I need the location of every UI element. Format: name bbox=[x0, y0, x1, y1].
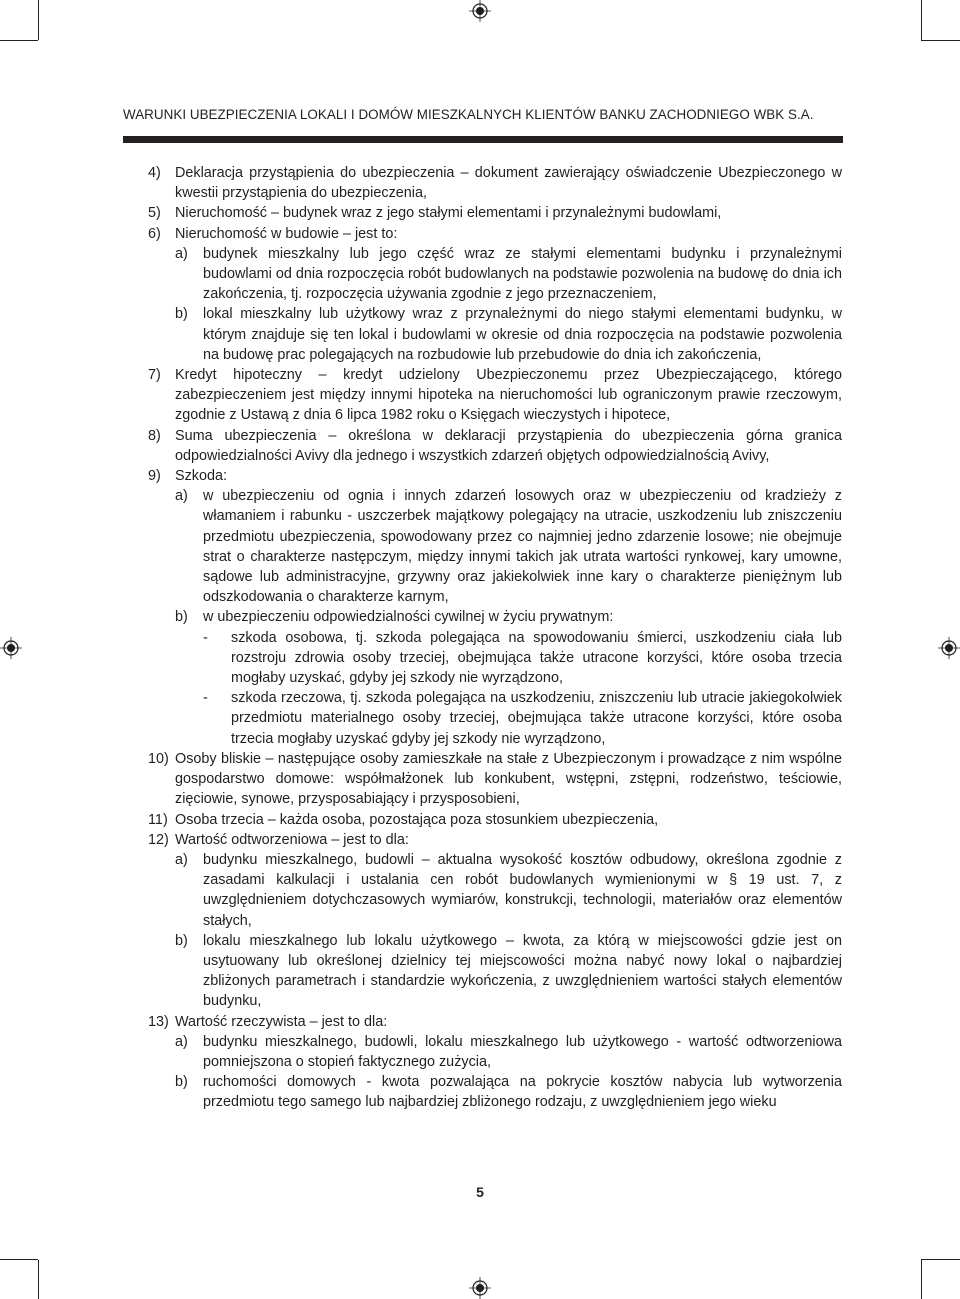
item-text: Kredyt hipoteczny – kredyt udzielony Ubezpieczonemu przez Ubezpieczającego, którego zabezpieczeniem jest między innymi hipoteka na nieruchomości lub ograniczonym prawie rzeczowym, zgodnie z Ustawą z dnia 6 lipca 1982 roku o Księgach wieczystych i hipotece, bbox=[175, 367, 842, 424]
crop-mark bbox=[921, 1259, 960, 1260]
list-item bbox=[148, 426, 842, 466]
item-number: 8) bbox=[148, 427, 161, 444]
definitions-list bbox=[148, 163, 842, 1113]
sub-item bbox=[175, 304, 842, 365]
sub-item bbox=[175, 244, 842, 305]
sub-item-text: budynku mieszkalnego, budowli – aktualna wysokość kosztów odbudowy, określona zgodnie z zasadami kalkulacji i ustalania cen robót budowlanych wymienionymi w § 19 ust. 7, z uwzględnieniem dotychczasowych wymiarów, konstrukcji, technologii, materiałów oraz elementów stałych, bbox=[203, 851, 842, 929]
item-number: 5) bbox=[148, 205, 161, 222]
list-item bbox=[148, 224, 842, 244]
crop-mark bbox=[38, 1260, 39, 1299]
item-number: 10) bbox=[148, 750, 169, 767]
registration-mark-icon bbox=[0, 637, 22, 659]
crop-mark bbox=[921, 1260, 922, 1299]
item-number: 6) bbox=[148, 225, 161, 242]
crop-mark bbox=[0, 1259, 38, 1260]
item-text: Osoby bliskie – następujące osoby zamieszkałe na stałe z Ubezpieczonym i prowadzące z nim wspólne gospodarstwo domowe: współmałżonek lub konkubent, wstępni, zstępni, rodzeństwo, teściowie, zięciowie, synowe, przysposabiający i przysposobieni, bbox=[175, 750, 842, 808]
list-item bbox=[148, 749, 842, 810]
sub-item bbox=[175, 931, 842, 1012]
registration-mark-icon bbox=[469, 1277, 491, 1299]
dash-item bbox=[203, 628, 842, 689]
dash-item-wrapper bbox=[148, 628, 842, 689]
sub-item-text: ruchomości domowych - kwota pozwalająca na pokrycie kosztów nabycia lub wytworzenia przedmiotu tego samego lub najbardziej zbliżonego rodzaju, z uwzględnieniem jego wieku bbox=[203, 1074, 842, 1111]
item-number: 4) bbox=[148, 165, 161, 181]
item-text: Osoba trzecia – każda osoba, pozostająca poza stosunkiem ubezpieczenia, bbox=[175, 811, 659, 828]
sub-item-letter: b) bbox=[175, 609, 188, 626]
list-item bbox=[148, 203, 842, 223]
sub-item bbox=[175, 607, 842, 627]
item-number: 7) bbox=[148, 367, 161, 384]
item-text: Wartość rzeczywista – jest to dla: bbox=[175, 1013, 388, 1030]
dash-item-wrapper bbox=[148, 688, 842, 749]
sub-item-text: budynek mieszkalny lub jego część wraz ze stałymi elementami budynku i przynależnymi budowlami od dnia rozpoczęcia robót budowlanych na podstawie pozwolenia na budowę do dnia ich zakończenia, tj. rozpoczęcia używania zgodnie z jego przeznaczeniem, bbox=[203, 245, 842, 303]
item-text: Wartość odtworzeniowa – jest to dla: bbox=[175, 831, 409, 848]
dash-item-text: szkoda osobowa, tj. szkoda polegająca na spowodowaniu śmierci, uszkodzeniu ciała lub rozstroju zdrowia osoby trzeciej, obejmująca także utracone korzyści, które osoba trzecia mogłaby uzyskać, gdyby jej szkody nie wyrządzono, bbox=[231, 629, 842, 687]
crop-mark bbox=[0, 40, 38, 41]
dash-mark: - bbox=[203, 690, 208, 707]
sub-item-wrapper bbox=[148, 244, 842, 305]
item-text: Suma ubezpieczenia – określona w deklaracji przystąpienia do ubezpieczenia górna granica odpowiedzialności Avivy dla jednego i wszystkich zdarzeń objętych odpowiedzialnością Avivy, bbox=[175, 427, 842, 464]
list-item bbox=[148, 365, 842, 426]
list-item bbox=[148, 466, 842, 486]
sub-item-letter: a) bbox=[175, 1033, 188, 1050]
sub-item-wrapper bbox=[148, 850, 842, 931]
running-header: WARUNKI UBEZPIECZENIA LOKALI I DOMÓW MIESZKALNYCH KLIENTÓW BANKU ZACHODNIEGO WBK S.A. bbox=[123, 107, 814, 122]
item-number: 11) bbox=[148, 811, 168, 828]
sub-item bbox=[175, 1072, 842, 1112]
list-item bbox=[148, 810, 842, 830]
sub-item-wrapper bbox=[148, 486, 842, 607]
sub-item-wrapper bbox=[148, 1032, 842, 1072]
list-item bbox=[148, 163, 842, 203]
dash-item-indent bbox=[175, 628, 842, 689]
sub-item-wrapper bbox=[148, 304, 842, 365]
list-item bbox=[148, 1012, 842, 1032]
sub-item-text: lokal mieszkalny lub użytkowy wraz z przynależnymi do niego stałymi elementami budynku, w którym znajduje się ten lokal i budowlami w okresie od dnia rozpoczęcia na podstawie pozwolenia na budowę prac polegających na rozbudowie lub przebudowie do dnia ich zakończenia, bbox=[203, 306, 842, 363]
item-number: 13) bbox=[148, 1013, 169, 1030]
sub-item-letter: b) bbox=[175, 932, 188, 949]
registration-mark-icon bbox=[938, 637, 960, 659]
sub-item-text: w ubezpieczeniu odpowiedzialności cywilnej w życiu prywatnym: bbox=[203, 609, 614, 626]
sub-item-text: w ubezpieczeniu od ognia i innych zdarzeń losowych oraz w ubezpieczeniu od kradzieży z włamaniem i rabunku - uszczerbek majątkowy polegający na utracie, uszkodzeniu lub zniszczeniu przedmiotu ubezpieczenia, spowodowany przez co najmniej jedno zdarzenie losowe; nie obejmuje strat o charakterze następczym, między innymi takich jak utrata wartości rynkowej, kary umowne, sądowe lub administracyjne, grzywny oraz jakiekolwiek inne kary o charakterze pieniężnym lub odszkodowania o charakterze karnym, bbox=[203, 488, 842, 606]
dash-item bbox=[203, 688, 842, 749]
sub-item bbox=[175, 850, 842, 931]
sub-item-letter: a) bbox=[175, 245, 188, 262]
sub-item-letter: a) bbox=[175, 851, 188, 868]
item-text: Nieruchomość – budynek wraz z jego stałymi elementami i przynależnymi budowlami, bbox=[175, 205, 722, 222]
sub-item-wrapper bbox=[148, 607, 842, 627]
item-number: 9) bbox=[148, 468, 161, 485]
sub-item-letter: b) bbox=[175, 1074, 188, 1091]
item-number: 12) bbox=[148, 831, 169, 848]
registration-mark-icon bbox=[469, 0, 491, 22]
header-rule bbox=[123, 136, 843, 143]
sub-item-text: lokalu mieszkalnego lub lokalu użytkowego – kwota, za którą w miejscowości gdzie jest on usytuowany lub określonej dzielnicy tej miejscowości można nabyć nowy lokal o najbardziej zbliżonych parametrach i standardzie wykończenia, z uwzględnieniem wartości stałych elementów budynku, bbox=[203, 932, 842, 1010]
dash-item-indent bbox=[175, 688, 842, 749]
dash-item-text: szkoda rzeczowa, tj. szkoda polegająca na uszkodzeniu, zniszczeniu lub utracie jakiegokolwiek przedmiotu materialnego osoby trzeciej, obejmująca także utracone korzyści, które osoba trzecia mogłaby uzyskać gdyby jej szkody nie wyrządzono, bbox=[231, 690, 842, 747]
crop-mark bbox=[921, 40, 960, 41]
list-item bbox=[148, 830, 842, 850]
sub-item-letter: b) bbox=[175, 306, 188, 323]
sub-item-wrapper bbox=[148, 931, 842, 1012]
item-text: Nieruchomość w budowie – jest to: bbox=[175, 225, 398, 242]
sub-item bbox=[175, 1032, 842, 1072]
sub-item-text: budynku mieszkalnego, budowli, lokalu mieszkalnego lub użytkowego - wartość odtworzeniowa pomniejszona o stopień faktycznego zużycia, bbox=[203, 1033, 842, 1070]
sub-item-wrapper bbox=[148, 1072, 842, 1112]
sub-item-letter: a) bbox=[175, 488, 188, 505]
crop-mark bbox=[921, 0, 922, 40]
crop-mark bbox=[38, 0, 39, 40]
item-text: Deklaracja przystąpienia do ubezpieczenia – dokument zawierający oświadczenie Ubezpieczonego w kwestii przystąpienia do ubezpieczenia, bbox=[175, 165, 842, 202]
dash-mark: - bbox=[203, 629, 208, 646]
item-text: Szkoda: bbox=[175, 468, 227, 485]
page-number: 5 bbox=[476, 1184, 484, 1200]
sub-item bbox=[175, 486, 842, 607]
